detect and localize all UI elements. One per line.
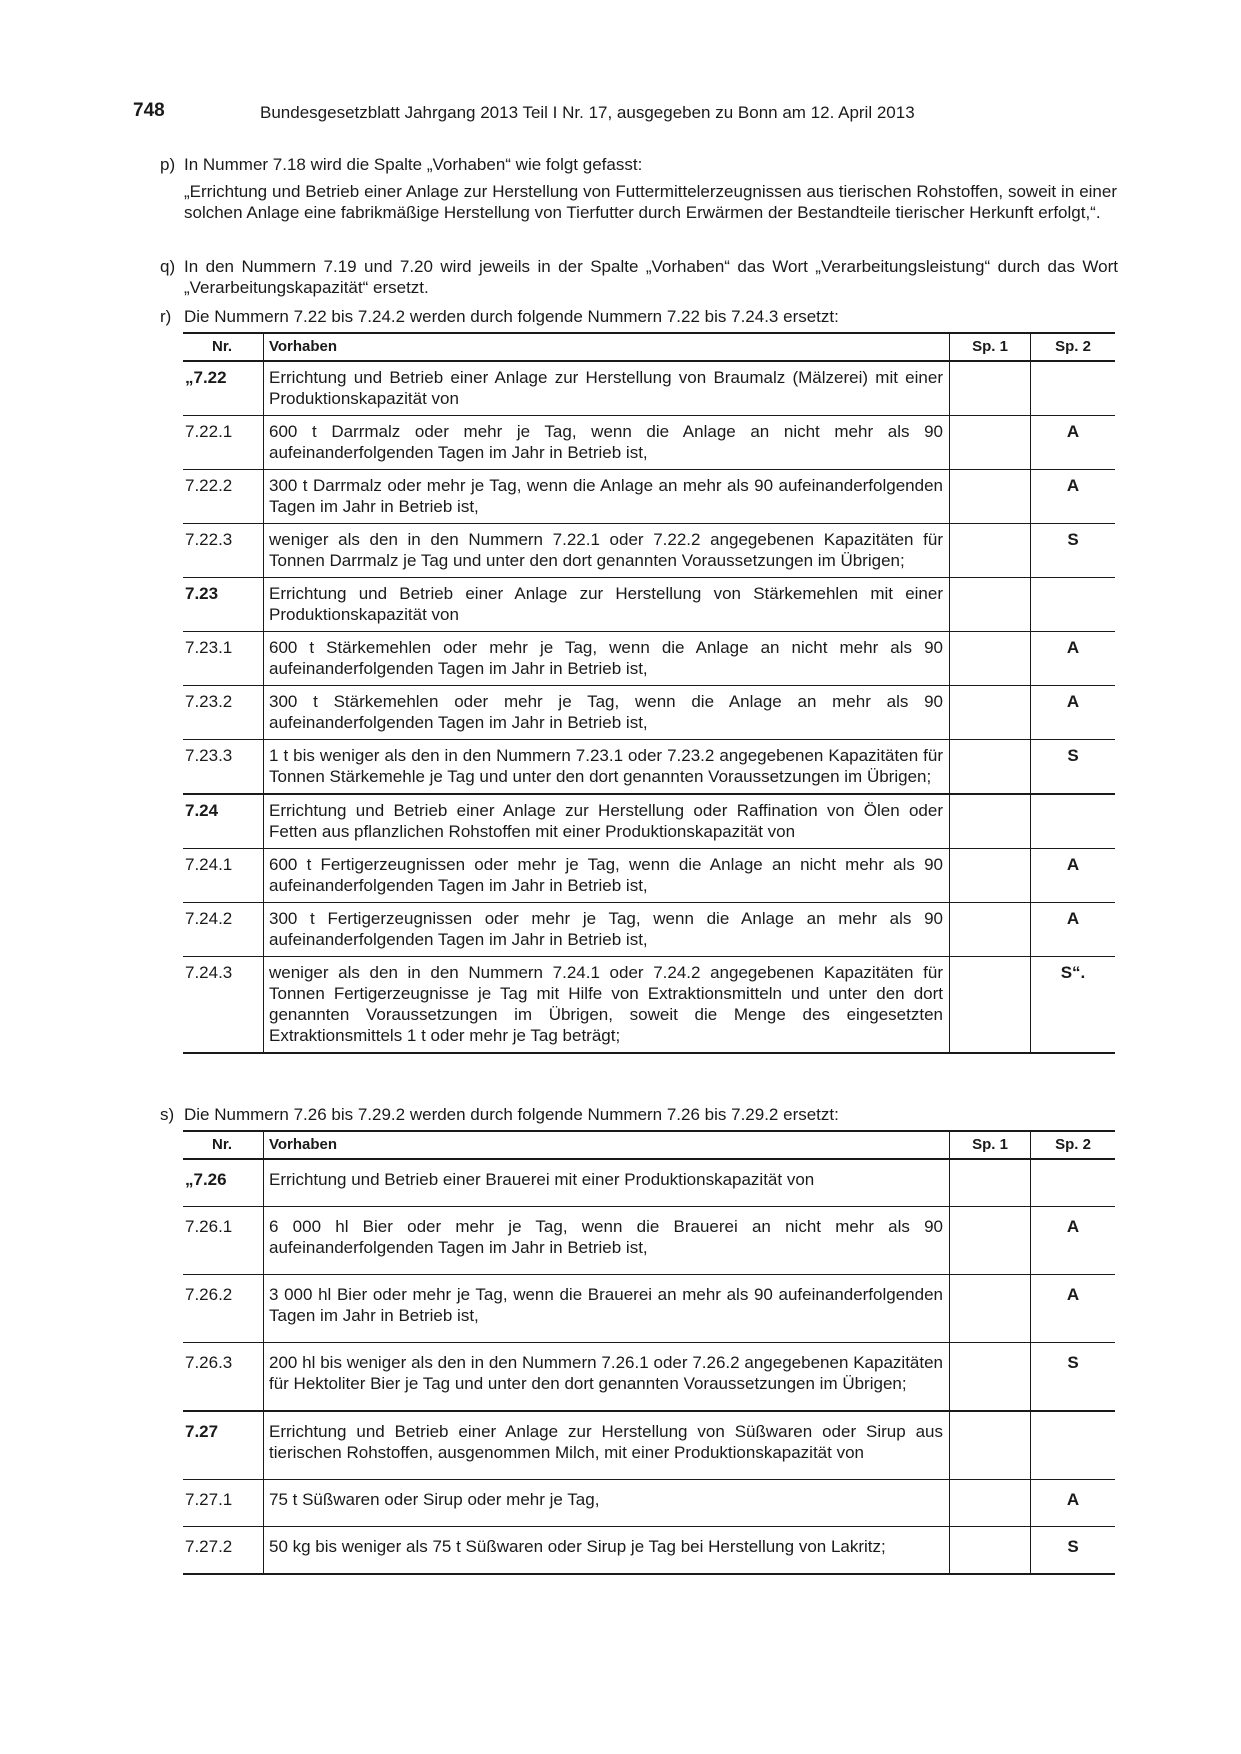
cell-sp2	[1031, 578, 1116, 632]
cell-sp1	[950, 686, 1031, 740]
cell-sp2: A	[1031, 1480, 1116, 1527]
cell-vorhaben: weniger als den in den Nummern 7.22.1 oder 7.22.2 angegebenen Kapazitäten für Tonnen Darrmalz je Tag und unter den dort genannten Voraussetzungen im Übrigen;	[264, 524, 950, 578]
item-text: Die Nummern 7.22 bis 7.24.2 werden durch folgende Nummern 7.22 bis 7.24.3 ersetzt:	[184, 307, 839, 326]
item-marker: p)	[160, 155, 176, 174]
cell-nr: 7.24.2	[183, 903, 264, 957]
table-row	[183, 524, 1115, 578]
cell-nr: 7.23.3	[183, 740, 264, 795]
table-row	[183, 1480, 1115, 1527]
cell-vorhaben: 50 kg bis weniger als 75 t Süßwaren oder Sirup je Tag bei Herstellung von Lakritz;	[264, 1527, 950, 1575]
cell-sp2: S	[1031, 1527, 1116, 1575]
cell-sp1	[950, 740, 1031, 795]
cell-nr: 7.24	[183, 794, 264, 849]
page-header	[133, 100, 1113, 126]
item-q	[160, 256, 1118, 298]
table-row	[183, 1207, 1115, 1275]
cell-nr: „7.26	[183, 1159, 264, 1207]
cell-sp1	[950, 903, 1031, 957]
cell-sp1	[950, 1159, 1031, 1207]
cell-sp1	[950, 957, 1031, 1054]
table-row	[183, 632, 1115, 686]
cell-sp1	[950, 416, 1031, 470]
cell-sp2: A	[1031, 903, 1116, 957]
cell-sp2: A	[1031, 416, 1116, 470]
table-row	[183, 686, 1115, 740]
cell-vorhaben: 300 t Fertigerzeugnissen oder mehr je Tag, wenn die Anlage an mehr als 90 aufeinanderfolgenden Tagen im Jahr in Betrieb ist,	[264, 903, 950, 957]
column-header-sp1: Sp. 1	[950, 333, 1031, 361]
cell-nr: 7.26.3	[183, 1343, 264, 1412]
cell-vorhaben: 6 000 hl Bier oder mehr je Tag, wenn die Brauerei an nicht mehr als 90 aufeinanderfolgenden Tagen im Jahr in Betrieb ist,	[264, 1207, 950, 1275]
table-row	[183, 849, 1115, 903]
cell-vorhaben: 300 t Darrmalz oder mehr je Tag, wenn die Anlage an mehr als 90 aufeinanderfolgenden Tagen im Jahr in Betrieb ist,	[264, 470, 950, 524]
column-header-vorhaben: Vorhaben	[264, 1131, 950, 1159]
cell-vorhaben: 200 hl bis weniger als den in den Nummern 7.26.1 oder 7.26.2 angegebenen Kapazitäten für Hektoliter Bier je Tag und unter den dort genannten Voraussetzungen im Übrigen;	[264, 1343, 950, 1412]
cell-sp2	[1031, 361, 1116, 416]
cell-sp1	[950, 578, 1031, 632]
column-header-sp2: Sp. 2	[1031, 333, 1116, 361]
table-row	[183, 794, 1115, 849]
cell-vorhaben: weniger als den in den Nummern 7.24.1 oder 7.24.2 angegebenen Kapazitäten für Tonnen Fertigerzeugnisse je Tag mit Hilfe von Extraktionsmitteln und unter den dort genannten Voraussetzungen im Übrigen, soweit die Menge des eingesetzten Extraktionsmittels 1 t oder mehr je Tag beträgt;	[264, 957, 950, 1054]
item-marker: s)	[160, 1105, 175, 1124]
item-text: In Nummer 7.18 wird die Spalte „Vorhaben“ wie folgt gefasst:	[184, 155, 643, 174]
vorhaben-table-r	[183, 332, 1115, 1054]
cell-sp2: A	[1031, 1207, 1116, 1275]
item-marker: r)	[160, 307, 172, 326]
cell-nr: 7.27.2	[183, 1527, 264, 1575]
table-header-row	[183, 333, 1115, 361]
table-row	[183, 740, 1115, 795]
item-s	[160, 1104, 1118, 1125]
cell-sp2	[1031, 1159, 1116, 1207]
cell-sp2	[1031, 1411, 1116, 1480]
running-title: Bundesgesetzblatt Jahrgang 2013 Teil I Nr. 17, ausgegeben zu Bonn am 12. April 2013	[260, 103, 915, 122]
cell-vorhaben: 3 000 hl Bier oder mehr je Tag, wenn die Brauerei an mehr als 90 aufeinanderfolgenden Tagen im Jahr in Betrieb ist,	[264, 1275, 950, 1343]
table-row	[183, 957, 1115, 1054]
item-text: Die Nummern 7.26 bis 7.29.2 werden durch folgende Nummern 7.26 bis 7.29.2 ersetzt:	[184, 1105, 839, 1124]
column-header-nr: Nr.	[183, 1131, 264, 1159]
cell-vorhaben: 300 t Stärkemehlen oder mehr je Tag, wenn die Anlage an mehr als 90 aufeinanderfolgenden Tagen im Jahr in Betrieb ist,	[264, 686, 950, 740]
table-row	[183, 1411, 1115, 1480]
cell-vorhaben: 75 t Süßwaren oder Sirup oder mehr je Tag,	[264, 1480, 950, 1527]
cell-vorhaben: Errichtung und Betrieb einer Anlage zur Herstellung oder Raffination von Ölen oder Fetten aus pflanzlichen Rohstoffen mit einer Produktionskapazität von	[264, 794, 950, 849]
table-header-row	[183, 1131, 1115, 1159]
cell-nr: 7.23.2	[183, 686, 264, 740]
cell-sp2: S	[1031, 1343, 1116, 1412]
cell-sp1	[950, 849, 1031, 903]
table-row	[183, 1527, 1115, 1575]
table-row	[183, 1159, 1115, 1207]
cell-vorhaben: 1 t bis weniger als den in den Nummern 7.23.1 oder 7.23.2 angegebenen Kapazitäten für Tonnen Stärkemehle je Tag und unter den dort genannten Voraussetzungen im Übrigen;	[264, 740, 950, 795]
cell-nr: 7.27	[183, 1411, 264, 1480]
cell-sp2: S	[1031, 740, 1116, 795]
cell-sp2: S“.	[1031, 957, 1116, 1054]
item-r	[160, 306, 1118, 327]
cell-vorhaben: Errichtung und Betrieb einer Anlage zur Herstellung von Braumalz (Mälzerei) mit einer Produktionskapazität von	[264, 361, 950, 416]
table-row	[183, 470, 1115, 524]
cell-vorhaben: 600 t Stärkemehlen oder mehr je Tag, wenn die Anlage an nicht mehr als 90 aufeinanderfolgenden Tagen im Jahr in Betrieb ist,	[264, 632, 950, 686]
cell-sp2	[1031, 794, 1116, 849]
cell-nr: 7.27.1	[183, 1480, 264, 1527]
cell-sp1	[950, 1411, 1031, 1480]
cell-sp1	[950, 524, 1031, 578]
cell-sp2: S	[1031, 524, 1116, 578]
cell-sp2: A	[1031, 686, 1116, 740]
cell-nr: 7.22.3	[183, 524, 264, 578]
cell-sp1	[950, 361, 1031, 416]
table-row	[183, 1275, 1115, 1343]
table-row	[183, 1343, 1115, 1412]
cell-vorhaben: Errichtung und Betrieb einer Anlage zur Herstellung von Stärkemehlen mit einer Produktionskapazität von	[264, 578, 950, 632]
column-header-vorhaben: Vorhaben	[264, 333, 950, 361]
item-p-quote: „Errichtung und Betrieb einer Anlage zur Herstellung von Futtermittelerzeugnissen aus tierischen Rohstoffen, soweit in einer solchen Anlage eine fabrikmäßige Herstellung von Tierfutter durch Erwärmen der Bestandteile tierischer Herkunft erfolgt,“.	[184, 182, 1117, 222]
cell-vorhaben: Errichtung und Betrieb einer Anlage zur Herstellung von Süßwaren oder Sirup aus tierischen Rohstoffen, ausgenommen Milch, mit einer Produktionskapazität von	[264, 1411, 950, 1480]
cell-sp1	[950, 632, 1031, 686]
cell-nr: 7.26.2	[183, 1275, 264, 1343]
cell-nr: „7.22	[183, 361, 264, 416]
item-marker: q)	[160, 257, 176, 276]
cell-nr: 7.23.1	[183, 632, 264, 686]
column-header-nr: Nr.	[183, 333, 264, 361]
item-text: In den Nummern 7.19 und 7.20 wird jeweils in der Spalte „Vorhaben“ das Wort „Verarbeitungsleistung“ durch das Wort „Verarbeitungskapazität“ ersetzt.	[184, 257, 1118, 297]
cell-sp1	[950, 1275, 1031, 1343]
cell-sp1	[950, 794, 1031, 849]
cell-nr: 7.24.1	[183, 849, 264, 903]
cell-sp2: A	[1031, 470, 1116, 524]
cell-sp1	[950, 1207, 1031, 1275]
cell-sp2: A	[1031, 849, 1116, 903]
cell-sp1	[950, 1527, 1031, 1575]
table-row	[183, 903, 1115, 957]
cell-nr: 7.22.2	[183, 470, 264, 524]
table-row	[183, 361, 1115, 416]
vorhaben-table-s	[183, 1130, 1115, 1575]
cell-vorhaben: Errichtung und Betrieb einer Brauerei mit einer Produktionskapazität von	[264, 1159, 950, 1207]
cell-nr: 7.23	[183, 578, 264, 632]
cell-sp2: A	[1031, 632, 1116, 686]
page-number: 748	[133, 100, 165, 121]
column-header-sp1: Sp. 1	[950, 1131, 1031, 1159]
cell-sp2: A	[1031, 1275, 1116, 1343]
cell-nr: 7.26.1	[183, 1207, 264, 1275]
cell-nr: 7.24.3	[183, 957, 264, 1054]
column-header-sp2: Sp. 2	[1031, 1131, 1116, 1159]
item-p	[160, 154, 1118, 175]
cell-vorhaben: 600 t Darrmalz oder mehr je Tag, wenn die Anlage an nicht mehr als 90 aufeinanderfolgenden Tagen im Jahr in Betrieb ist,	[264, 416, 950, 470]
cell-sp1	[950, 1343, 1031, 1412]
cell-sp1	[950, 1480, 1031, 1527]
cell-sp1	[950, 470, 1031, 524]
cell-vorhaben: 600 t Fertigerzeugnissen oder mehr je Tag, wenn die Anlage an nicht mehr als 90 aufeinanderfolgenden Tagen im Jahr in Betrieb ist,	[264, 849, 950, 903]
table-row	[183, 416, 1115, 470]
cell-nr: 7.22.1	[183, 416, 264, 470]
table-row	[183, 578, 1115, 632]
